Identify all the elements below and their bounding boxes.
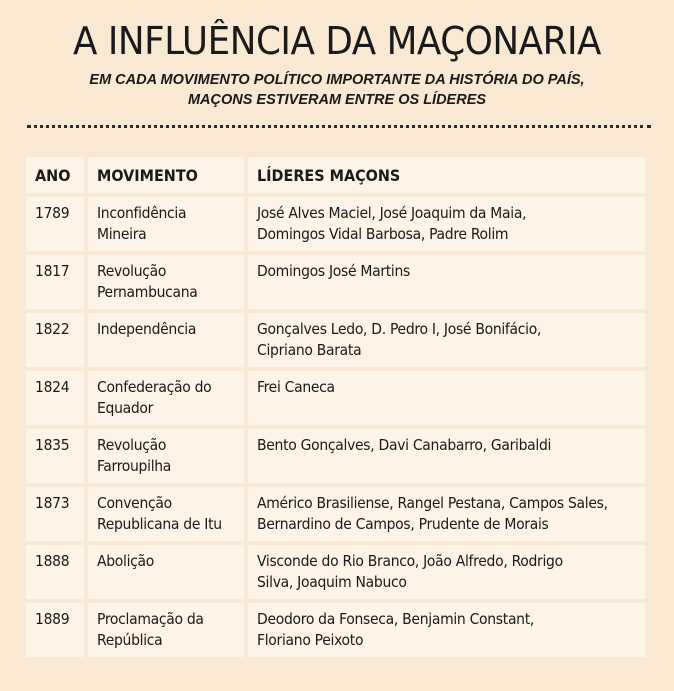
leaders-line: Frei Caneca	[257, 378, 335, 396]
leaders-line: Domingos Vidal Barbosa, Padre Rolim	[257, 225, 509, 243]
movement-cell	[88, 487, 244, 541]
movement-line: Pernambucana	[97, 283, 198, 301]
table-header-row	[26, 157, 649, 193]
column-header-leaders: LÍDERES MAÇONS	[248, 157, 645, 193]
movement-line: Mineira	[97, 225, 147, 243]
subtitle	[0, 70, 674, 110]
year-cell: 1824	[26, 371, 84, 425]
movement-cell	[88, 197, 244, 251]
movement-line: Republicana de Itu	[97, 515, 222, 533]
dotted-divider	[27, 125, 651, 128]
year-cell: 1873	[26, 487, 84, 541]
year-cell: 1835	[26, 429, 84, 483]
leaders-line: Silva, Joaquim Nabuco	[257, 573, 407, 591]
year-cell: 1889	[26, 603, 84, 657]
movement-line: Revolução	[97, 436, 167, 454]
movement-cell	[88, 603, 244, 657]
table-row	[26, 603, 649, 657]
movement-cell	[88, 371, 244, 425]
movement-cell	[88, 313, 244, 367]
leaders-line: Bento Gonçalves, Davi Canabarro, Garibaldi	[257, 436, 552, 454]
year-cell: 1789	[26, 197, 84, 251]
table-row	[26, 197, 649, 251]
leaders-cell	[248, 603, 645, 657]
movement-line: Confederação do	[97, 378, 212, 396]
leaders-line: Deodoro da Fonseca, Benjamin Constant,	[257, 610, 535, 628]
subtitle-line-1: EM CADA MOVIMENTO POLÍTICO IMPORTANTE DA HISTÓRIA DO PAÍS,	[89, 72, 585, 88]
leaders-cell	[248, 313, 645, 367]
leaders-cell	[248, 197, 645, 251]
leaders-line: Bernardino de Campos, Prudente de Morais	[257, 515, 549, 533]
movement-line: Revolução	[97, 262, 167, 280]
leaders-cell	[248, 429, 645, 483]
table-row	[26, 313, 649, 367]
column-header-year: ANO	[26, 157, 84, 193]
leaders-cell	[248, 255, 645, 309]
year-cell: 1888	[26, 545, 84, 599]
table-row	[26, 545, 649, 599]
leaders-cell	[248, 371, 645, 425]
movement-cell	[88, 429, 244, 483]
leaders-table	[26, 157, 649, 661]
movement-line: Abolição	[97, 552, 155, 570]
year-cell: 1817	[26, 255, 84, 309]
leaders-cell	[248, 545, 645, 599]
subtitle-line-2: MAÇONS ESTIVERAM ENTRE OS LÍDERES	[187, 92, 487, 108]
leaders-line: Domingos José Martins	[257, 262, 411, 280]
year-cell: 1822	[26, 313, 84, 367]
movement-line: Equador	[97, 399, 154, 417]
leaders-line: José Alves Maciel, José Joaquim da Maia,	[257, 204, 527, 222]
movement-cell	[88, 545, 244, 599]
movement-line: Inconfidência	[97, 204, 187, 222]
leaders-cell	[248, 487, 645, 541]
movement-line: República	[97, 631, 163, 649]
leaders-line: Cipriano Barata	[257, 341, 362, 359]
leaders-line: Gonçalves Ledo, D. Pedro I, José Bonifácio,	[257, 320, 542, 338]
movement-line: Convenção	[97, 494, 172, 512]
page-title: A INFLUÊNCIA DA MAÇONARIA	[73, 19, 601, 63]
table-row	[26, 429, 649, 483]
movement-line: Independência	[97, 320, 197, 338]
table-row	[26, 487, 649, 541]
leaders-line: Visconde do Rio Branco, João Alfredo, Rodrigo	[257, 552, 563, 570]
leaders-line: Américo Brasiliense, Rangel Pestana, Campos Sales,	[257, 494, 608, 512]
table-row	[26, 371, 649, 425]
table-row	[26, 255, 649, 309]
movement-cell	[88, 255, 244, 309]
column-header-movement: MOVIMENTO	[88, 157, 244, 193]
leaders-line: Floriano Peixoto	[257, 631, 364, 649]
movement-line: Farroupilha	[97, 457, 172, 475]
movement-line: Proclamação da	[97, 610, 204, 628]
